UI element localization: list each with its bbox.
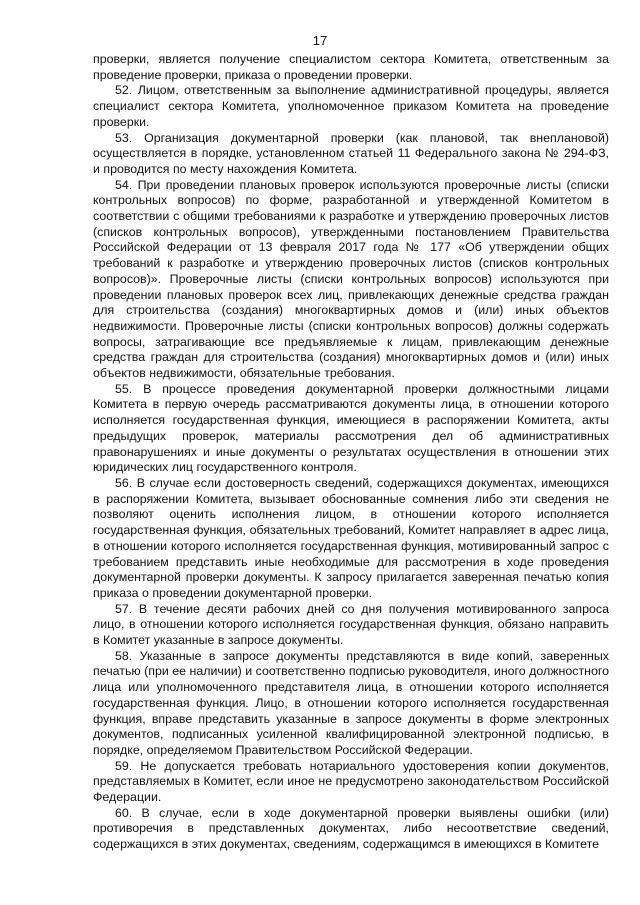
paragraph-continuation: проверки, является получение специалистом сектора Комитета, ответственным за проведение проверки, приказа о проведении проверки. <box>93 52 609 82</box>
paragraph-54: 54. При проведении плановых проверок используются проверочные листы (списки контрольных вопросов) по форме, разработанной и утвержденной Комитетом в соответствии с общими требованиями к разработке и утверждению проверочных листов (списков контрольных вопросов), утвержденными постановлением Правительства Российской Федерации от 13 февраля 2017 года № 177 «Об утверждении общих требований к разработке и утверждению проверочных листов (списков контрольных вопросов)». Проверочные листы (списки контрольных вопросов) используются при проведении плановых проверок всех лиц, привлекающих денежные средства граждан для строительства (создания) многоквартирных домов и (или) иных объектов недвижимости. Проверочные листы (списки контрольных вопросов) должны содержать вопросы, затрагивающие все предъявляемые к лицам, привлекающим денежные средства граждан для строительства (создания) многоквартирных домов и (или) иных объектов недвижимости, обязательные требования. <box>93 177 609 381</box>
paragraph-59: 59. Не допускается требовать нотариального удостоверения копии документов, представляемых в Комитет, если иное не предусмотрено законодательством Российской Федерации. <box>93 758 609 805</box>
paragraph-52: 52. Лицом, ответственным за выполнение административной процедуры, является специалист сектора Комитета, уполномоченное приказом Комитета на проведение проверки. <box>93 83 609 129</box>
paragraph-58: 58. Указанные в запросе документы представляются в виде копий, заверенных печатью (при ее наличии) и соответственно подписью руководителя, иного должностного лица или уполномоченного представителя лица, в отношении которого исполняется государственная функция. Лицо, в отношении которого исполняется государственная функция, вправе представить указанные в запросе документы в форме электронных документов, подписанных усиленной квалифицированной электронной подписью, в порядке, определяемом Правительством Российской Федерации. <box>93 648 609 757</box>
paragraph-55: 55. В процессе проведения документарной проверки должностными лицами Комитета в первую очередь рассматриваются документы лица, в отношении которого исполняется государственная функция, имеющиеся в распоряжении Комитета, акты предыдущих проверок, материалы рассмотрения дел об административных правонарушениях и иные документы о результатах осуществления в отношении этих юридических лиц государственного контроля. <box>93 381 609 475</box>
page-number: 17 <box>312 33 328 48</box>
document-body <box>93 52 609 853</box>
paragraph-60: 60. В случае, если в ходе документарной проверки выявлены ошибки (или) противоречия в представленных документах, либо несоответствие сведений, содержащихся в этих документах, сведениям, содержащимся в имеющихся в Комитете <box>93 805 609 852</box>
paragraph-57: 57. В течение десяти рабочих дней со дня получения мотивированного запроса лицо, в отношении которого исполняется государственная функция, обязано направить в Комитет указанные в запросе документы. <box>93 601 609 648</box>
paragraph-56: 56. В случае если достоверность сведений, содержащихся документах, имеющихся в распоряжении Комитета, вызывает обоснованные сомнения либо эти сведения не позволяют оценить исполнения лицом, в отношении которого исполняется государственная функция, обязательных требований, Комитет направляет в адрес лица, в отношении которого исполняется государственная функция, мотивированный запрос с требованием представить иные необходимые для рассмотрения в ходе проведения документарной проверки документы. К запросу прилагается заверенная печатью копия приказа о проведении документарной проверки. <box>93 475 609 600</box>
paragraph-53: 53. Организация документарной проверки (как плановой, так внеплановой) осуществляется в порядке, установленном статьей 11 Федерального закона № 294-ФЗ, и проводится по месту нахождения Комитета. <box>93 130 609 176</box>
